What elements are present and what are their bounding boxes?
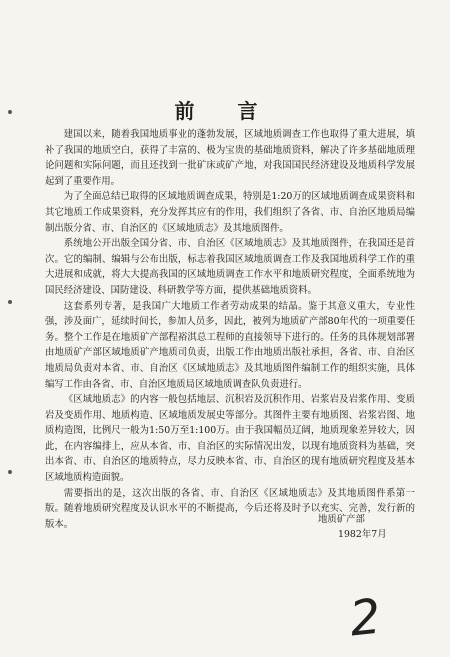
signature-date: 1982年7月 [338, 529, 387, 540]
paragraph: 系统地公开出版全国分省、市、自治区《区域地质志》及其地质图件，在我国还是首次。它的编制、编辑与公布出版，标志着我国区域地质调查工作及我国地质科学工作的重大进展和成就，将大大提高我国的区域地质调查工作水平和地质研究程度，全面系统地为国民经济建设、国防建设、科研教学等方面，提供基础地质资料。 [45, 238, 415, 296]
binding-hole-mark [8, 300, 12, 304]
paragraph: 这套系列专著，是我国广大地质工作者劳动成果的结晶。鉴于其意义重大，专业性强，涉及面广，延续时间长，参加人员多，因此，被列为地质矿产部80年代的一项重要任务。整个工作是在地质矿产部程裕淇总工程师的直接领导下进行的。任务的具体规划部署由地质矿产部区域地质矿产地质司负责，出版工作由地质出版社承担，各省、市、自治区地质局负责对本省、市、自治区《区域地质志》及其地质图件编制工作的组织实施，具体编写工作由各省、市、自治区地质局区域地质调查队负责进行。 [45, 300, 415, 390]
signature-block [318, 512, 428, 542]
signature-org: 地质矿产部 [318, 514, 365, 525]
paragraph: 为了全面总结已取得的区域地质调查成果，特别是1:20万的区域地质调查成果资料和其它地质工作成果资料，充分发挥其应有的作用，我们组织了各省、市、自治区地质局编制出版分省、市、自治区的《区域地质志》及其地质图件。 [45, 191, 415, 234]
paragraph: 《区域地质志》的内容一般包括地层、沉积岩及沉积作用、岩浆岩及岩浆作用、变质岩及变质作用、地质构造、区域地质发展史等部分。其图件主要有地质图、岩浆岩图、地质构造图，比例尺一般为1:50万至1:100万。由于我国幅员辽阔，地质现象差异较大，因此，在内容编排上，应从本省、市、自治区的实际情况出发，以现有地质资料为基础，突出本省、市、自治区的地质特点，尽力反映本省、市、自治区的现有地质研究程度及基本区域地质构造面貌。 [45, 394, 415, 484]
binding-hole-mark [8, 470, 12, 474]
paragraph: 建国以来，随着我国地质事业的蓬勃发展，区域地质调查工作也取得了重大进展，填补了我国的地质空白，获得了丰富的、极为宝贵的基础地质资料，解决了许多基础地质理论问题和实际问题，而且还找到一批矿床或矿产地，对我国国民经济建设及地质科学发展起到了重要作用。 [45, 129, 415, 187]
page-title: 前 言 [174, 99, 276, 123]
paragraph: 需要指出的是，这次出版的各省、市、自治区《区域地质志》及其地质图件系第一版。随着地质研究程度及认识水平的不断提高，今后还将及时予以充实、完善，发行新的版本。 [45, 487, 415, 530]
handwritten-page-number: 2 [347, 588, 384, 648]
preface-body [45, 127, 415, 532]
